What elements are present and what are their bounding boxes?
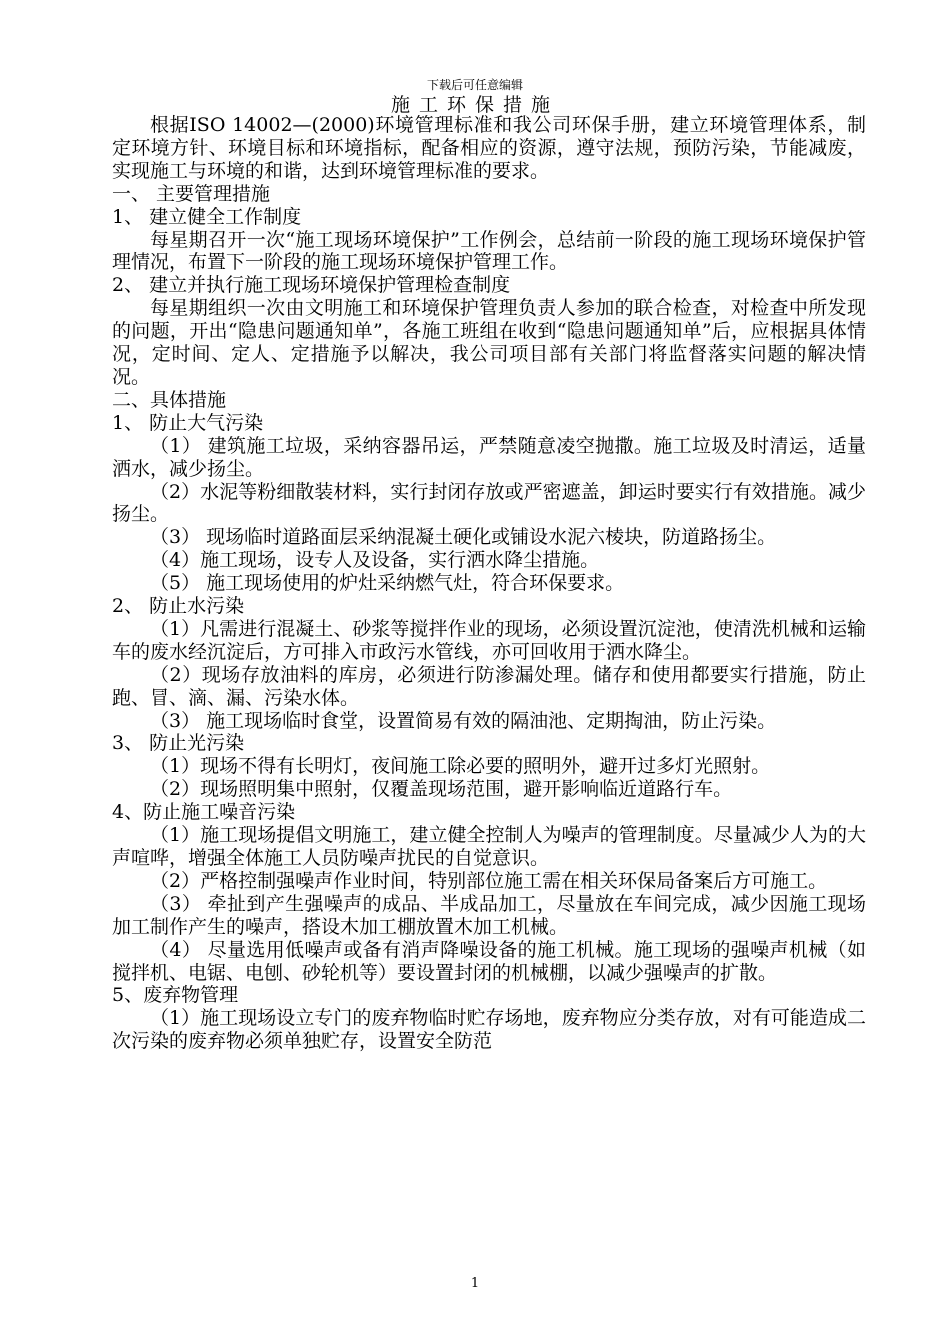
section-heading: 1、 防止大气污染 [112,411,264,434]
paragraph: （2）现场存放油料的库房，必须进行防渗漏处理。储存和使用都要实行措施，防止跑、冒、滴、漏、污染水体。 [112,663,866,709]
paragraph: （4） 尽量选用低噪声或备有消声降噪设备的施工机械。施工现场的强噪声机械（如搅拌机、电锯、电刨、砂轮机等）要设置封闭的机械棚，以减少强噪声的扩散。 [112,938,866,984]
paragraph: （2）水泥等粉细散装材料，实行封闭存放或严密遮盖，卸运时要实行有效措施。减少扬尘。 [112,480,866,526]
paragraph: （5） 施工现场使用的炉灶采纳燃气灶，符合环保要求。 [150,572,625,595]
section-heading: 2、 防止水污染 [112,595,245,618]
page-number: 1 [470,1276,480,1291]
paragraph: 每星期组织一次由文明施工和环境保护管理负责人参加的联合检查，对检查中所发现的问题，开出“隐患问题通知单”，各施工班组在收到“隐患问题通知单”后，应根据具体情况，定时间、定人、定措施予以解决，我公司项目部有关部门将监督落实问题的解决情况。 [112,297,866,388]
section-heading: 5、废弃物管理 [112,984,239,1007]
paragraph: 每星期召开一次“施工现场环境保护”工作例会，总结前一阶段的施工现场环境保护管理情况，布置下一阶段的施工现场环境保护管理工作。 [112,228,866,274]
paragraph: （1）施工现场设立专门的废弃物临时贮存场地，废弃物应分类存放，对有可能造成二次污染的废弃物必须单独贮存，设置安全防范 [112,1007,866,1053]
paragraph: （1）凡需进行混凝土、砂浆等搅拌作业的现场，必须设置沉淀池，使清洗机械和运输车的废水经沉淀后，方可排入市政污水管线，亦可回收用于洒水降尘。 [112,617,866,663]
paragraph: （1）现场不得有长明灯，夜间施工除必要的照明外，避开过多灯光照射。 [150,755,771,778]
paragraph: （1）施工现场提倡文明施工，建立健全控制人为噪声的管理制度。尽量减少人为的大声喧哗，增强全体施工人员防噪声扰民的自觉意识。 [112,824,866,869]
header-note: 下载后可任意编辑 [426,78,523,92]
document-title: 施工环保措施 [390,94,559,116]
paragraph: （3） 现场临时道路面层采纳混凝土硬化或铺设水泥六棱块，防道路扬尘。 [150,526,777,549]
section-heading: 2、 建立并执行施工现场环境保护管理检查制度 [112,274,511,297]
document-body [112,114,866,1053]
paragraph: （2）现场照明集中照射，仅覆盖现场范围，避开影响临近道路行车。 [150,778,733,801]
section-heading: 二、具体措施 [112,388,227,411]
section-heading: 一、 主要管理措施 [112,182,271,205]
paragraph: （2）严格控制强噪声作业时间，特别部位施工需在相关环保局备案后方可施工。 [150,869,828,892]
section-heading: 4、防止施工噪音污染 [112,801,296,824]
paragraph: （4）施工现场，设专人及设备，实行洒水降尘措施。 [150,549,600,572]
paragraph: （3） 施工现场临时食堂，设置简易有效的隔油池、定期掏油，防止污染。 [150,709,777,732]
paragraph: 根据ISO 14002—(2000)环境管理标准和我公司环保手册，建立环境管理体系，制定环境方针、环境目标和环境指标，配备相应的资源，遵守法规，预防污染，节能减废，实现施工与环境的和谐，达到环境管理标准的要求。 [112,114,866,182]
section-heading: 1、 建立健全工作制度 [112,205,302,228]
section-heading: 3、 防止光污染 [112,732,245,755]
paragraph: （3） 牵扯到产生强噪声的成品、半成品加工，尽量放在车间完成，减少因施工现场加工制作产生的噪声，搭设木加工棚放置木加工机械。 [112,892,866,938]
paragraph: （1） 建筑施工垃圾，采纳容器吊运，严禁随意凌空抛撒。施工垃圾及时清运，适量洒水，减少扬尘。 [112,434,866,480]
